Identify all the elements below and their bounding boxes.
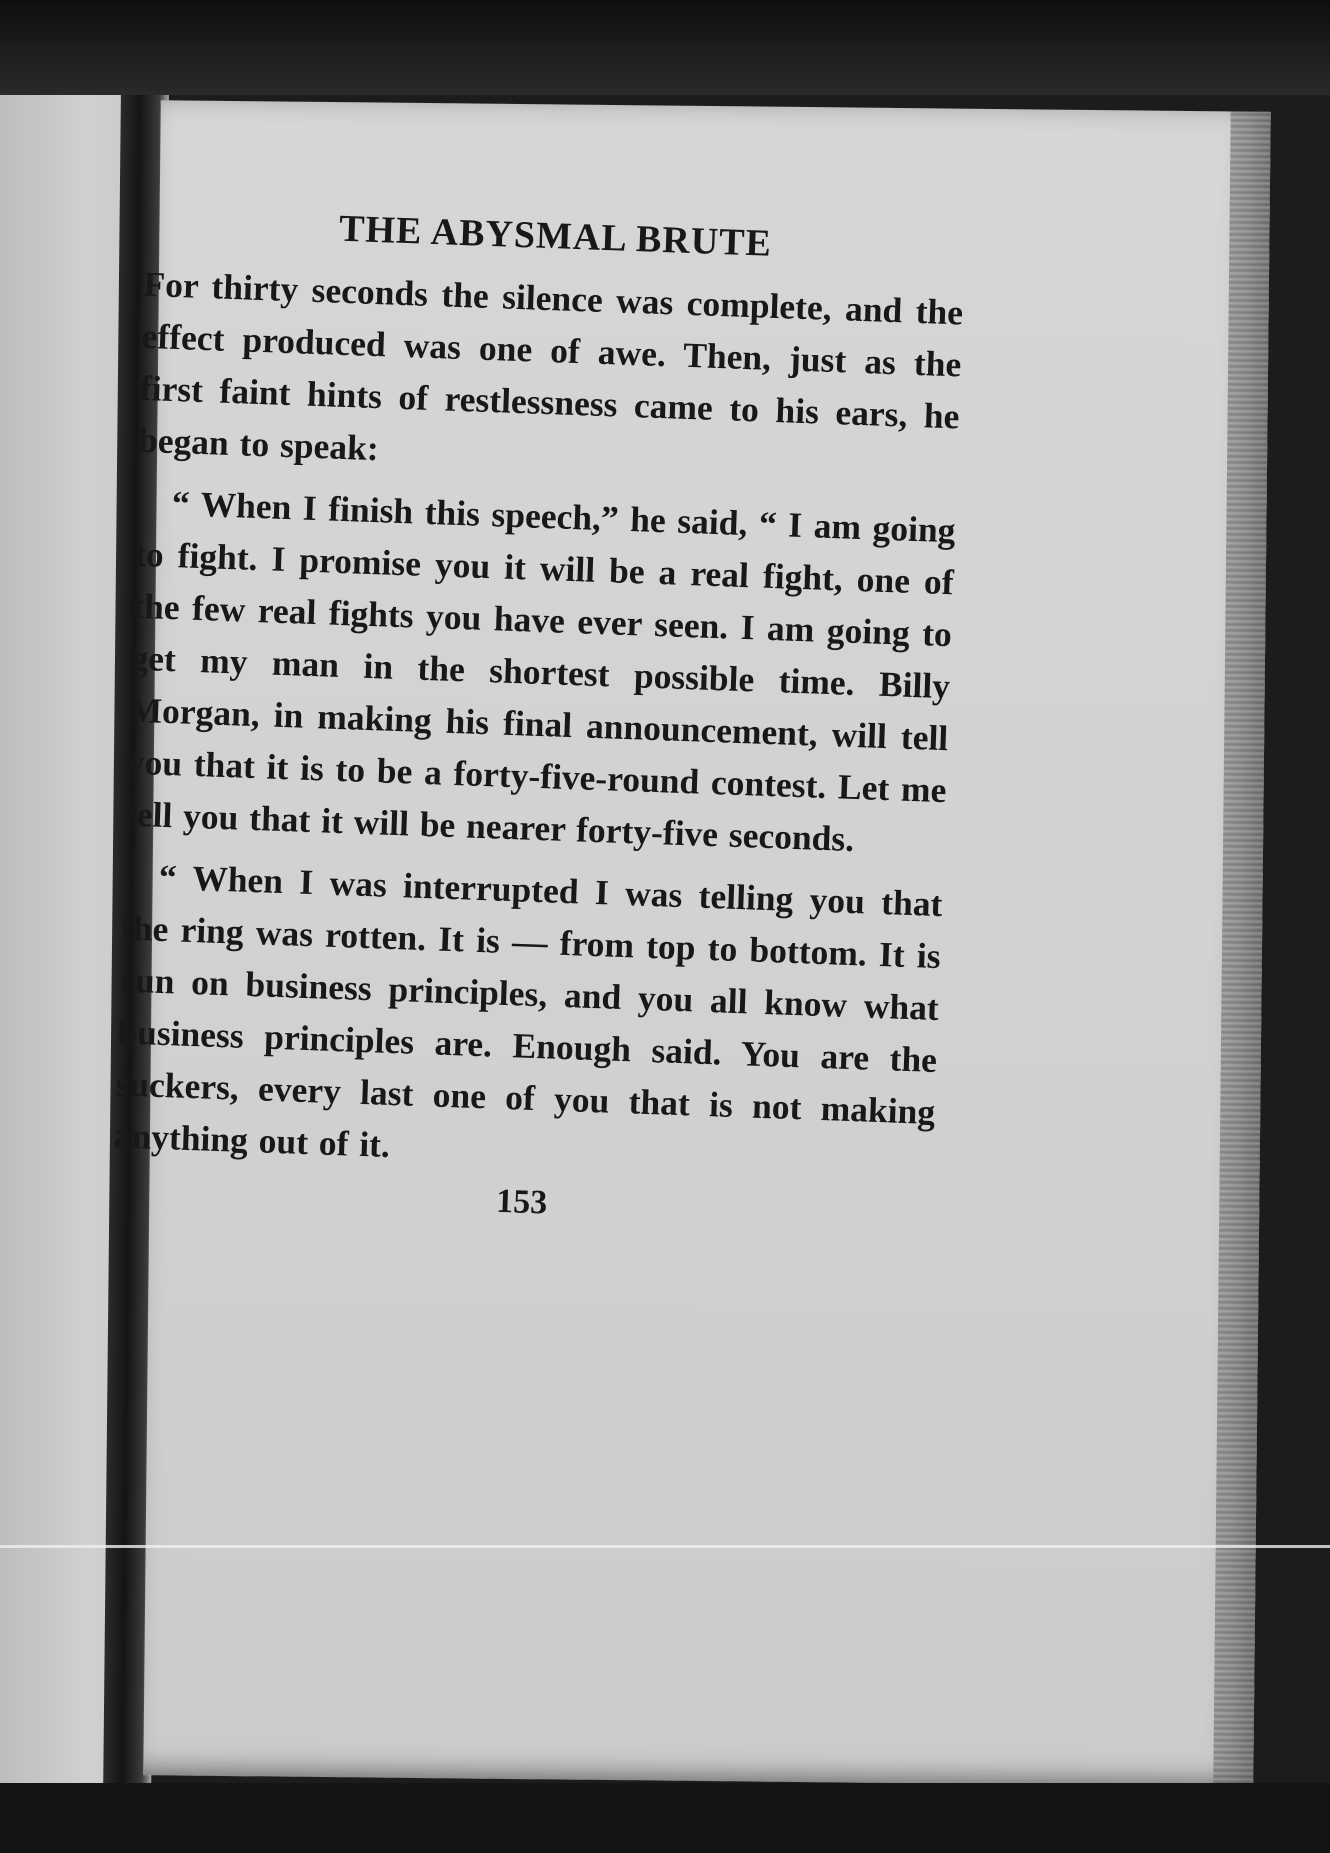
paragraph: “ When I was interrupted I was telling you that the ring was rotten. It is — from top to bottom. It is run on business principles, and you all know what business principles are. Enough said. You are the suckers, every last one of you that is not making anything out of it. bbox=[113, 856, 944, 1165]
running-head: THE ABYSMAL BRUTE bbox=[338, 207, 773, 265]
page-number: 153 bbox=[495, 1182, 548, 1222]
paragraph: “ When I finish this speech,” he said, “ I am going to fight. I promise you it will be a real fight, one of the few real fights you have ever seen. I am going to get my man in the shortest possible time. Billy Morgan, in making his final announcement, will tell you that it is to be a forty-five-round contest. Let me tell you that it will be nearer forty-five seconds. bbox=[124, 483, 957, 860]
body-text bbox=[113, 258, 964, 1190]
page-text bbox=[111, 100, 969, 1236]
page-fore-edge bbox=[1213, 111, 1271, 1786]
scan-background-top bbox=[0, 0, 1330, 95]
scan-background-bottom bbox=[0, 1783, 1330, 1853]
scan-artifact-line bbox=[0, 1545, 1330, 1548]
paragraph: For thirty seconds the silence was complete, and the effect produced was one of awe. Then, just as the first faint hints of restlessness came to his ears, he began to speak: bbox=[137, 263, 964, 469]
